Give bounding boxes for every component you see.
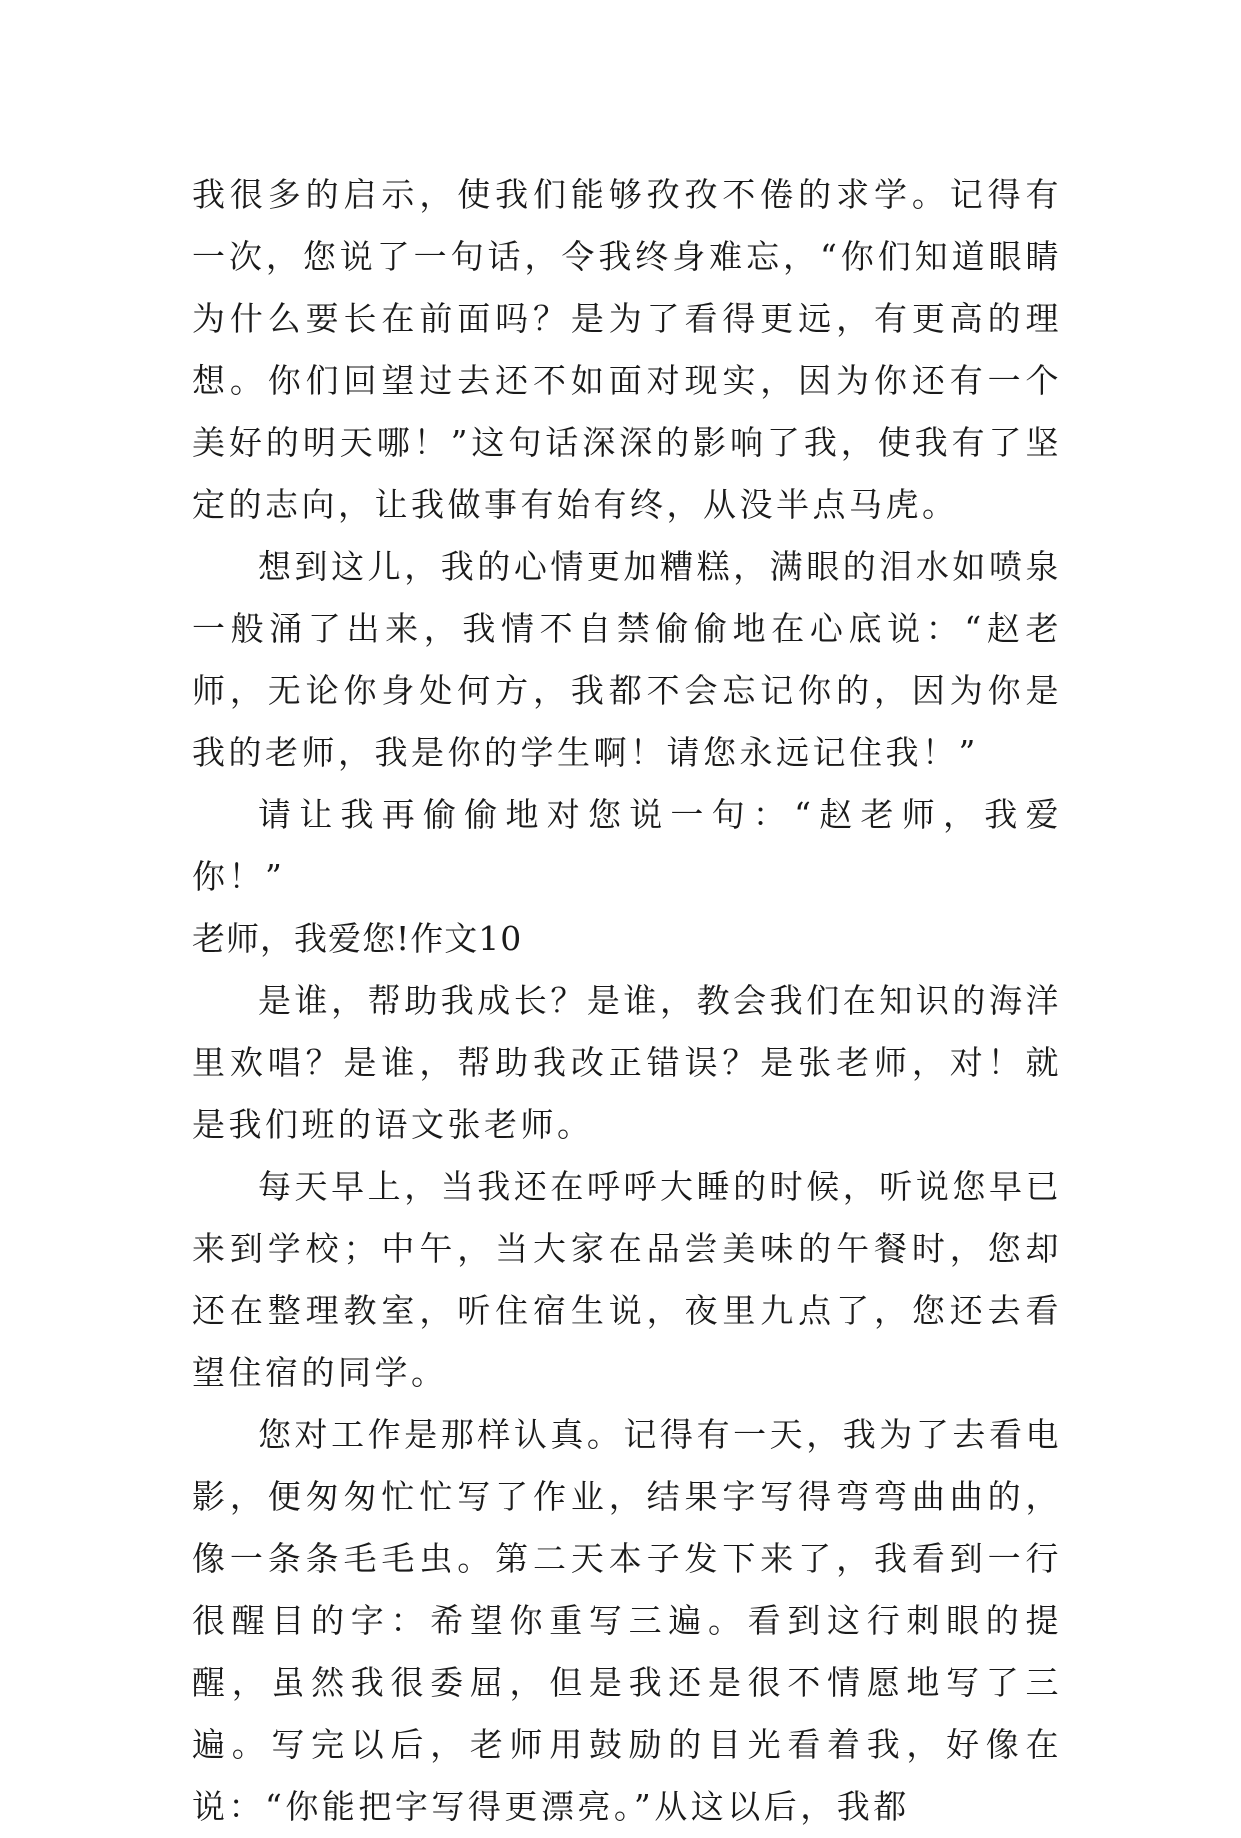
paragraph: 请让我再偷偷地对您说一句：“赵老师，我爱你！” <box>192 795 1062 896</box>
paragraph: 每天早上，当我还在呼呼大睡的时候，听说您早已来到学校；中午，当大家在品尝美味的午餐时，您却还在整理教室，听住宿生说，夜里九点了，您还去看望住宿的同学。 <box>192 1167 1062 1392</box>
section-title: 老师，我爱您!作文10 <box>192 919 523 958</box>
paragraph: 想到这儿，我的心情更加糟糕，满眼的泪水如喷泉一般涌了出来，我情不自禁偷偷地在心底说：“赵老师，无论你身处何方，我都不会忘记你的，因为你是我的老师，我是你的学生啊！请您永远记住我！” <box>192 547 1062 772</box>
paragraph: 是谁，帮助我成长？是谁，教会我们在知识的海洋里欢唱？是谁，帮助我改正错误？是张老师，对！就是我们班的语文张老师。 <box>192 981 1062 1144</box>
paragraph: 您对工作是那样认真。记得有一天，我为了去看电影，便匆匆忙忙写了作业，结果字写得弯弯曲曲的，像一条条毛毛虫。第二天本子发下来了，我看到一行很醒目的字：希望你重写三遍。看到这行刺眼的提醒，虽然我很委屈，但是我还是很不情愿地写了三遍。写完以后，老师用鼓励的目光看着我，好像在说：“你能把字写得更漂亮。”从这以后，我都 <box>192 1415 1062 1826</box>
document-body <box>192 164 1062 1838</box>
paragraph-continuation: 我很多的启示，使我们能够孜孜不倦的求学。记得有一次，您说了一句话，令我终身难忘，“你们知道眼睛为什么要长在前面吗？是为了看得更远，有更高的理想。你们回望过去还不如面对现实，因为你还有一个美好的明天哪！”这句话深深的影响了我，使我有了坚定的志向，让我做事有始有终，从没半点马虎。 <box>192 175 1062 524</box>
